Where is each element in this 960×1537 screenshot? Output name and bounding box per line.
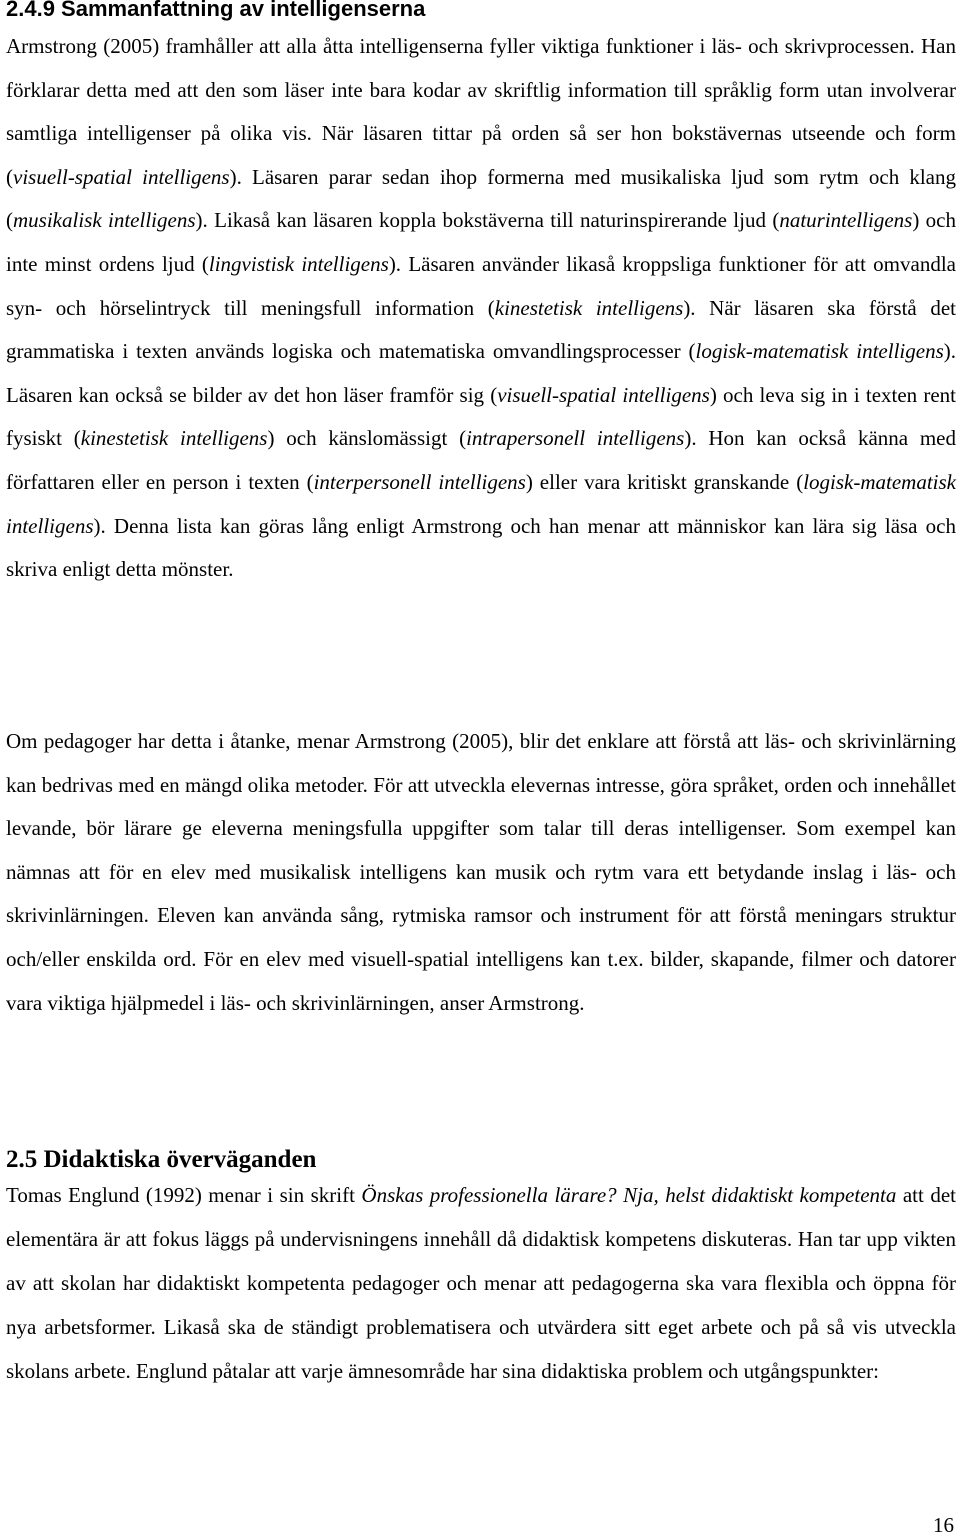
italic-term: visuell-spatial intelligens xyxy=(497,382,710,407)
text-run: Tomas Englund (1992) menar i sin skrift xyxy=(6,1183,362,1207)
text-run: ) och inte minst ordens ljud ( xyxy=(6,208,956,276)
text-run: ) och känslomässigt ( xyxy=(267,426,467,451)
section-heading-2-4-9: 2.4.9 Sammanfattning av intelligenserna xyxy=(6,0,426,21)
paragraph-pedagogues: Om pedagoger har detta i åtanke, menar Armstrong (2005), blir det enklare att förstå att läs- och skrivinlärning kan bedrivas med en mängd olika metoder. För att utveckla elevernas intresse, göra språket, orden och innehållet levande, bör lärare ge eleverna meningsfulla uppgifter som talar till deras intelligenser. Som exempel kan nämnas att för en elev med musikalisk intelligens kan musik och rytm vara ett betydande inslag i läs- och skrivinlärningen. Eleven kan använda sång, rytmiska ramsor och instrument för att förstå meningars struktur och/eller enskilda ord. För en elev med visuell-spatial intelligens kan t.ex. bilder, skapande, filmer och datorer vara viktiga hjälpmedel i läs- och skrivinlärningen, anser Armstrong. xyxy=(6,729,956,1015)
text-run: ). Hon kan också känna med författaren eller en person i texten ( xyxy=(6,426,957,494)
paragraph-englund xyxy=(6,1173,956,1393)
text-run: att det elementära är att fokus läggs på undervisningens innehåll då didaktisk kompetens diskuteras. Han tar upp vikten av att skolan har didaktiskt kompetenta pedagoger och menar att pedagogerna ska vara flexibla och öppna för nya arbetsformer. Likaså ska de ständigt problematisera och utvärdera sitt eget arbete och på så vis utveckla skolans arbete. Englund påtalar att varje ämnesområde har sina didaktiska problem och utgångspunkter: xyxy=(6,1183,956,1383)
italic-term: intrapersonell intelligens xyxy=(466,426,685,451)
italic-term: visuell-spatial intelligens xyxy=(13,164,230,189)
text-run: Armstrong (2005) framhåller att alla åtta intelligenserna fyller viktiga funktioner i läs- och skrivprocessen. Han förklarar detta med att den som läser inte bara kodar av skriftlig information till språklig form utan involverar samtliga intelligenser på olika vis. När läsaren tittar på orden så ser hon bokstävernas utseende och form ( xyxy=(6,34,956,189)
italic-term: kinestetisk intelligens xyxy=(494,295,684,320)
page-number: 16 xyxy=(933,1513,954,1537)
paragraph-intelligences-summary xyxy=(6,25,956,592)
italic-term: kinestetisk intelligens xyxy=(80,426,268,451)
italic-term: naturintelligens xyxy=(779,208,913,233)
text-run: ). Läsaren kan också se bilder av det hon läser framför sig ( xyxy=(6,339,956,407)
italic-term: logisk-matematisk intelligens xyxy=(695,339,944,364)
italic-term: musikalisk intelligens xyxy=(13,208,196,233)
italic-term: logisk-matematisk intelligens xyxy=(6,469,957,538)
italic-term: lingvistisk intelligens xyxy=(208,251,389,276)
text-run: ). Likaså kan läsaren koppla bokstäverna till naturinspirerande ljud ( xyxy=(195,208,780,233)
italic-term: interpersonell intelligens xyxy=(313,469,526,494)
italic-book-title: Önskas professionella lärare? Nja, helst didaktiskt kompetenta xyxy=(361,1183,897,1207)
text-run: ). Denna lista kan göras lång enligt Armstrong och han menar att människor kan lära sig läsa och skriva enligt detta mönster. xyxy=(6,513,956,582)
section-heading-2-5: 2.5 Didaktiska överväganden xyxy=(6,1146,317,1173)
text-run: ). Läsaren använder likaså kroppsliga funktioner för att omvandla syn- och hörselintryck till meningsfull information ( xyxy=(6,251,956,320)
text-run: ). När läsaren ska förstå det grammatiska i texten används logiska och matematiska omvandlingsprocesser ( xyxy=(6,295,957,364)
text-run: ) eller vara kritiskt granskande ( xyxy=(525,469,804,494)
text-run: ) och leva sig in i texten rent fysiskt ( xyxy=(6,382,956,451)
text-run: ). Läsaren parar sedan ihop formerna med musikaliska ljud som rytm och klang ( xyxy=(6,164,956,233)
